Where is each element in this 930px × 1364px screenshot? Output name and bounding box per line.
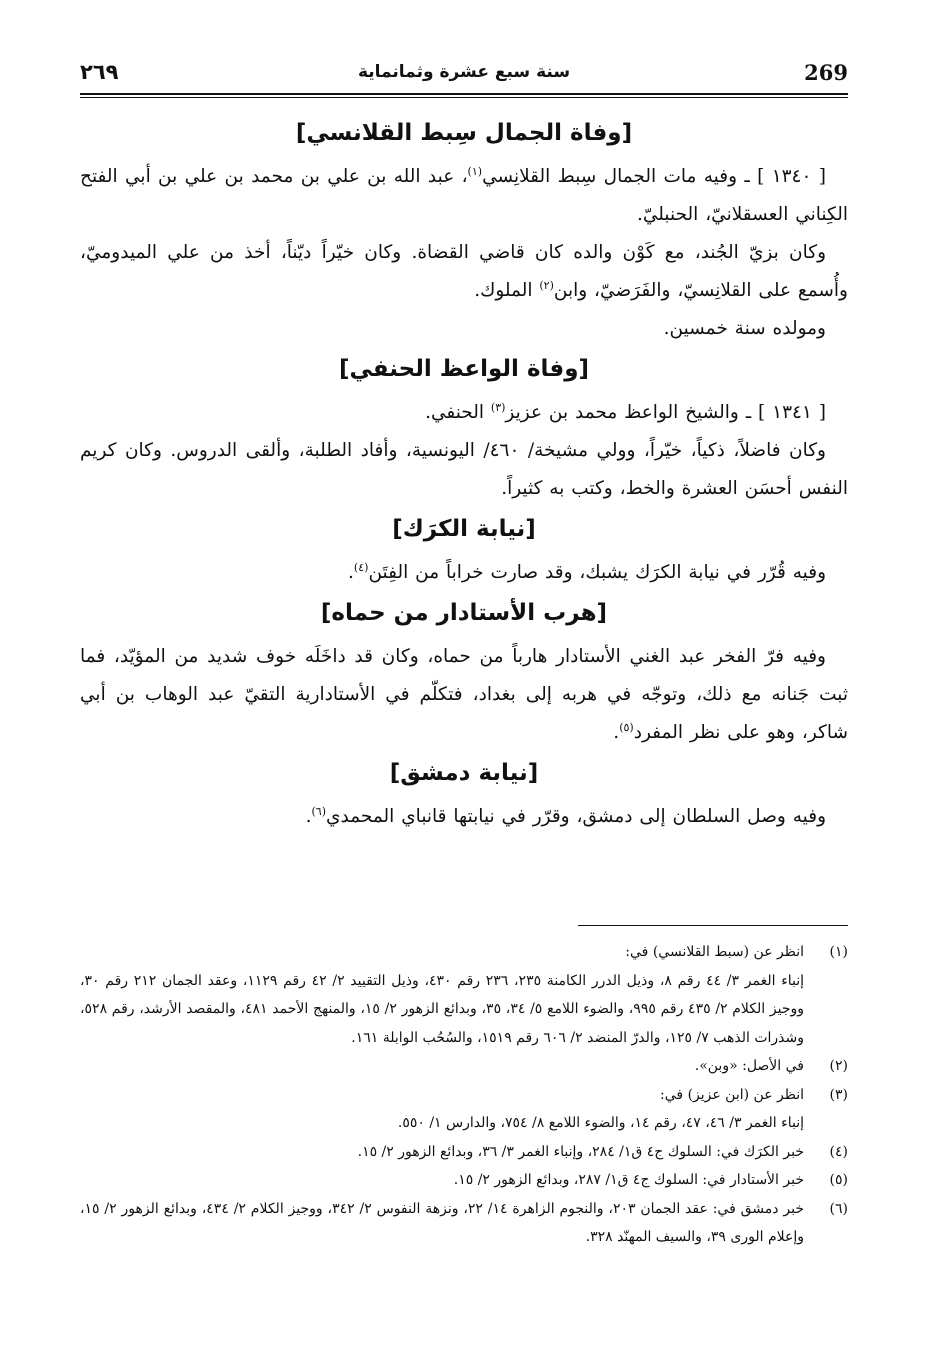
footnote-marker[interactable]: (٤) xyxy=(353,560,369,574)
footnote-marker[interactable]: (٦) xyxy=(311,804,327,818)
footnote-text: إنباء الغمر ٣/ ٤٤ رقم ٨، وذيل الدرر الكامنة ٢٣٥، ٢٣٦ رقم ٤٣٠، وذيل التقييد ٢/ ٤٢ رقم ١١٢٩، وعقد الجمان ٢١٢ رقم ٣٠، ووجيز الكلام ٢/ ٤٣٥ رقم ٩٩٥، والضوء اللامع ٥/ ٣٤، ٣٥، وبدائع الزهور ٢/ ١٥، والمنهج الأحمد ٤٨١، والمقصد الأرشد، رقم ٥٢٨، وشذرات الذهب ٧/ ١٢٥، والدرّ المنضد ٢/ ٦٠٦ رقم ١٥١٩، والسُحُب الوابلة ١٦١. xyxy=(80,972,805,1046)
footnote-text: خبر الأستادار في: السلوك ج٤ ق١/ ٢٨٧، وبدائع الزهور ٢/ ١٥. xyxy=(453,1172,804,1188)
paragraph: ومولده سنة خمسين. xyxy=(663,318,826,339)
footnote xyxy=(80,938,848,1052)
footnote-marker[interactable]: (٥) xyxy=(619,720,634,734)
footnote xyxy=(80,1052,848,1081)
footnote xyxy=(80,1138,848,1167)
footnote-number: (٤) xyxy=(829,1143,848,1160)
footnote-marker[interactable]: (٢) xyxy=(539,278,554,292)
footnote-number: (٦) xyxy=(829,1200,848,1217)
header-rule-thick xyxy=(80,93,848,95)
footnote-text: إنباء الغمر ٣/ ٤٦، ٤٧، رقم ١٤، والضوء اللامع ٨/ ٧٥٤، والدارس ١/ ٥٥٠. xyxy=(397,1115,804,1131)
footnote-marker[interactable]: (٣) xyxy=(490,400,506,414)
footnote-text: في الأصل: «وبن». xyxy=(694,1058,804,1074)
page-header xyxy=(80,58,848,92)
footnote-number: (٣) xyxy=(829,1086,848,1103)
footnote-number: (١) xyxy=(829,944,848,960)
main-text xyxy=(80,112,848,836)
footnote-separator xyxy=(578,925,848,926)
paragraph: [ ١٣٤١ ] ـ والشيخ الواعظ محمد بن عزيز$^{(٣)}$ الحنفي. xyxy=(425,400,826,423)
section-title: [وفاة الجمال سِبط القلانسي] xyxy=(295,120,633,146)
footnote-number: (٥) xyxy=(829,1172,848,1188)
section-title: [هرب الأستادار من حماه] xyxy=(320,600,608,626)
footnotes xyxy=(80,938,848,1252)
footnote xyxy=(80,1195,848,1252)
section-title: [نيابة دمشق] xyxy=(389,760,539,786)
footnote-number: (٢) xyxy=(829,1058,848,1074)
running-title: سنة سبع عشرة وثمانماية xyxy=(357,62,571,82)
paragraph: وكان فاضلاً، ذكياً، خيّراً، وولي مشيخة/ ٤٦٠/ اليونسية، وأفاد الطلبة، وألقى الدروس. وكان كريم النفس أحسَن العشرة والخط، وكتب به كثيراً. xyxy=(80,440,848,499)
paragraph: وفيه فرّ الفخر عبد الغني الأستادار هارباً من حماه، وكان قد داخَلَه خوف شديد من المؤيّد، فما ثبت جَنانه مع ذلك، وتوجّه في هربه إلى بغداد، فتكلّم في الأستادارية التقيّ عبد الوهاب بن أبي شاكر، وهو على نظر المفرد$^{(٥)}$. xyxy=(80,646,848,743)
section-title: [وفاة الواعظ الحنفي] xyxy=(338,356,590,382)
paragraph: وكان بزيّ الجُند، مع كَوْن والده كان قاضي القضاة. وكان خيّراً ديّناً، أخذ من علي الميدوميّ، وأُسمع على القلانِسيّ، والفَرَضيّ، وابن$^{(٢)}$ الملوك. xyxy=(80,242,848,301)
section-title: [نيابة الكرَك] xyxy=(392,516,536,542)
footnote-marker[interactable]: (١) xyxy=(467,164,483,178)
footnote-text: انظر عن (سبط القلانسي) في: xyxy=(625,944,804,960)
paragraph: وفيه قُرّر في نيابة الكرَك يشبك، وقد صارت خراباً من الفِتَن$^{(٤)}$. xyxy=(348,560,826,583)
footnote-text: خبر الكرَك في: السلوك ج٤ ق١/ ٢٨٤، وإنباء الغمر ٣/ ٣٦، وبدائع الزهور ٢/ ١٥. xyxy=(357,1143,804,1160)
page-number-arabic: ٢٦٩ xyxy=(80,60,119,84)
footnote xyxy=(80,1081,848,1138)
paragraph: [ ١٣٤٠ ] ـ وفيه مات الجمال سِبط القلانِسي$^{(١)}$، عبد الله بن علي بن محمد بن علي بن أبي الفتح الكِناني العسقلانيّ، الحنبليّ. xyxy=(80,164,848,225)
header-rule-thin xyxy=(80,97,848,98)
footnote-text: خبر دمشق في: عقد الجمان ٢٠٣، والنجوم الزاهرة ١٤/ ٢٢، ونزهة النفوس ٢/ ٣٤٢، ووجيز الكلام ٢/ ٤٣٤، وبدائع الزهور ٢/ ١٥، وإعلام الورى ٣٩، والسيف المهنّد ٣٢٨. xyxy=(80,1200,804,1245)
paragraph: وفيه وصل السلطان إلى دمشق، وقرّر في نيابتها قانباي المحمدي$^{(٦)}$. xyxy=(305,804,826,827)
page-number-latin: 269 xyxy=(804,60,848,85)
footnote xyxy=(80,1166,848,1195)
footnote-text: انظر عن (ابن عزيز) في: xyxy=(660,1086,804,1103)
